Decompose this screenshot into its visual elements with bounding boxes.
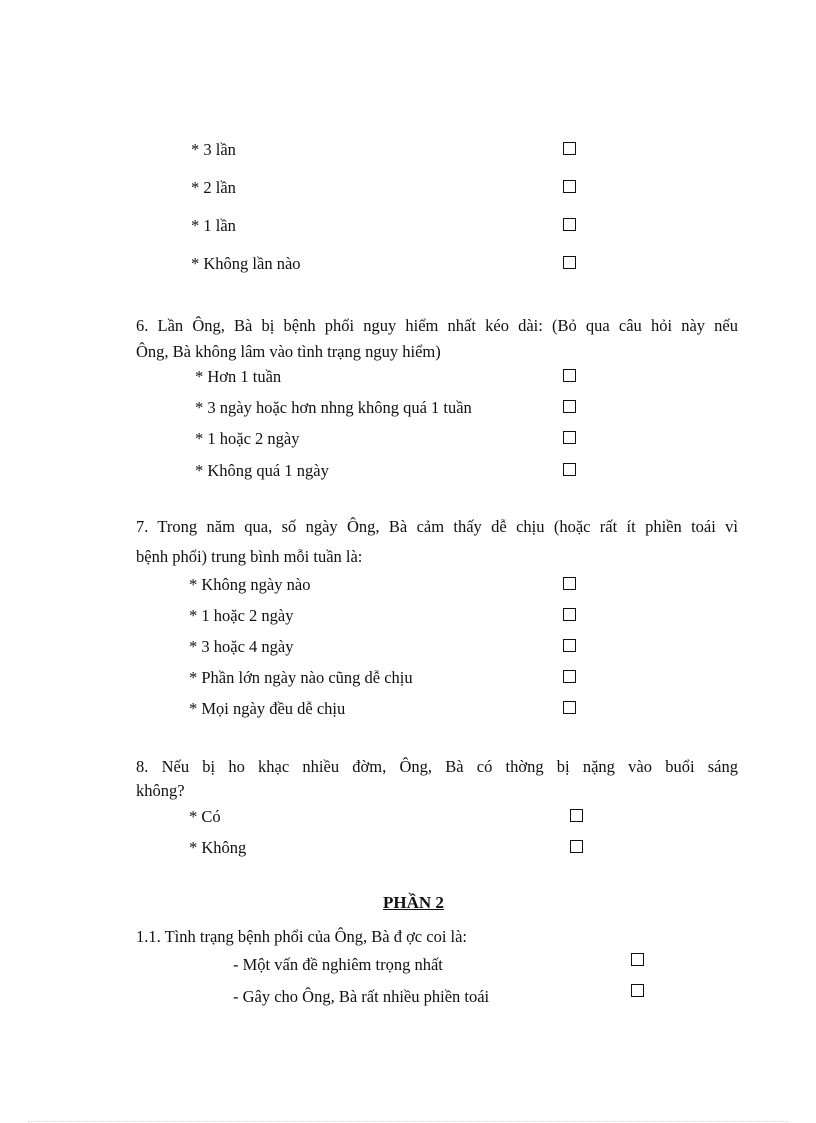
q7-option-checkbox[interactable] xyxy=(563,577,576,590)
q6-option-checkbox[interactable] xyxy=(563,463,576,476)
q6-option-checkbox[interactable] xyxy=(563,400,576,413)
q6-option-label: * Không quá 1 ngày xyxy=(195,461,329,480)
q7-question-line: bệnh phổi) trung bình mỗi tuần là: xyxy=(136,547,363,566)
q7-option-checkbox[interactable] xyxy=(563,701,576,714)
q5-option-checkbox[interactable] xyxy=(563,256,576,269)
q7-option-label: * 1 hoặc 2 ngày xyxy=(189,606,294,625)
q8-option-label: * Không xyxy=(189,838,247,857)
q5-option-label: * 3 lần xyxy=(191,140,236,159)
page-bottom-divider xyxy=(28,1121,788,1122)
q7-option-checkbox[interactable] xyxy=(563,639,576,652)
part2-option-checkbox[interactable] xyxy=(631,984,644,997)
q6-option-label: * 3 ngày hoặc hơn nhng không quá 1 tuần xyxy=(195,398,472,417)
q6-question-line: Ông, Bà không lâm vào tình trạng nguy hiểm) xyxy=(136,342,441,361)
q8-question-line: không? xyxy=(136,781,185,800)
q6-option-label: * 1 hoặc 2 ngày xyxy=(195,429,300,448)
q5-option-checkbox[interactable] xyxy=(563,218,576,231)
q6-question-line: 6. Lần Ông, Bà bị bệnh phổi nguy hiểm nhất kéo dài: (Bỏ qua câu hỏi này nếu xyxy=(136,316,738,335)
q6-option-checkbox[interactable] xyxy=(563,369,576,382)
q5-option-checkbox[interactable] xyxy=(563,180,576,193)
q6-option-label: * Hơn 1 tuần xyxy=(195,367,282,386)
q7-option-checkbox[interactable] xyxy=(563,608,576,621)
q7-option-label: * Phần lớn ngày nào cũng dễ chịu xyxy=(189,668,413,687)
part2-option-checkbox[interactable] xyxy=(631,953,644,966)
q7-option-checkbox[interactable] xyxy=(563,670,576,683)
q7-option-label: * Không ngày nào xyxy=(189,575,311,594)
part2-option-label: - Một vấn đề nghiêm trọng nhất xyxy=(233,955,443,974)
q7-question-line: 7. Trong năm qua, số ngày Ông, Bà cảm thấy dễ chịu (hoặc rất ít phiền toái vì xyxy=(136,517,738,536)
q6-option-checkbox[interactable] xyxy=(563,431,576,444)
q8-option-checkbox[interactable] xyxy=(570,840,583,853)
part2-question: 1.1. Tình trạng bệnh phổi của Ông, Bà đ ợc coi là: xyxy=(136,927,468,946)
q5-option-label: * Không lần nào xyxy=(191,254,301,273)
part2-option-label: - Gây cho Ông, Bà rất nhiều phiền toái xyxy=(233,987,490,1006)
q5-option-label: * 1 lần xyxy=(191,216,236,235)
section-heading: PHẦN 2 xyxy=(383,893,444,912)
q8-option-label: * Có xyxy=(189,807,221,826)
q7-option-label: * Mọi ngày đều dễ chịu xyxy=(189,699,346,718)
q5-option-checkbox[interactable] xyxy=(563,142,576,155)
q5-option-label: * 2 lần xyxy=(191,178,236,197)
q8-question-line: 8. Nếu bị ho khạc nhiều đờm, Ông, Bà có thờng bị nặng vào buổi sáng xyxy=(136,757,738,776)
q8-option-checkbox[interactable] xyxy=(570,809,583,822)
q7-option-label: * 3 hoặc 4 ngày xyxy=(189,637,294,656)
